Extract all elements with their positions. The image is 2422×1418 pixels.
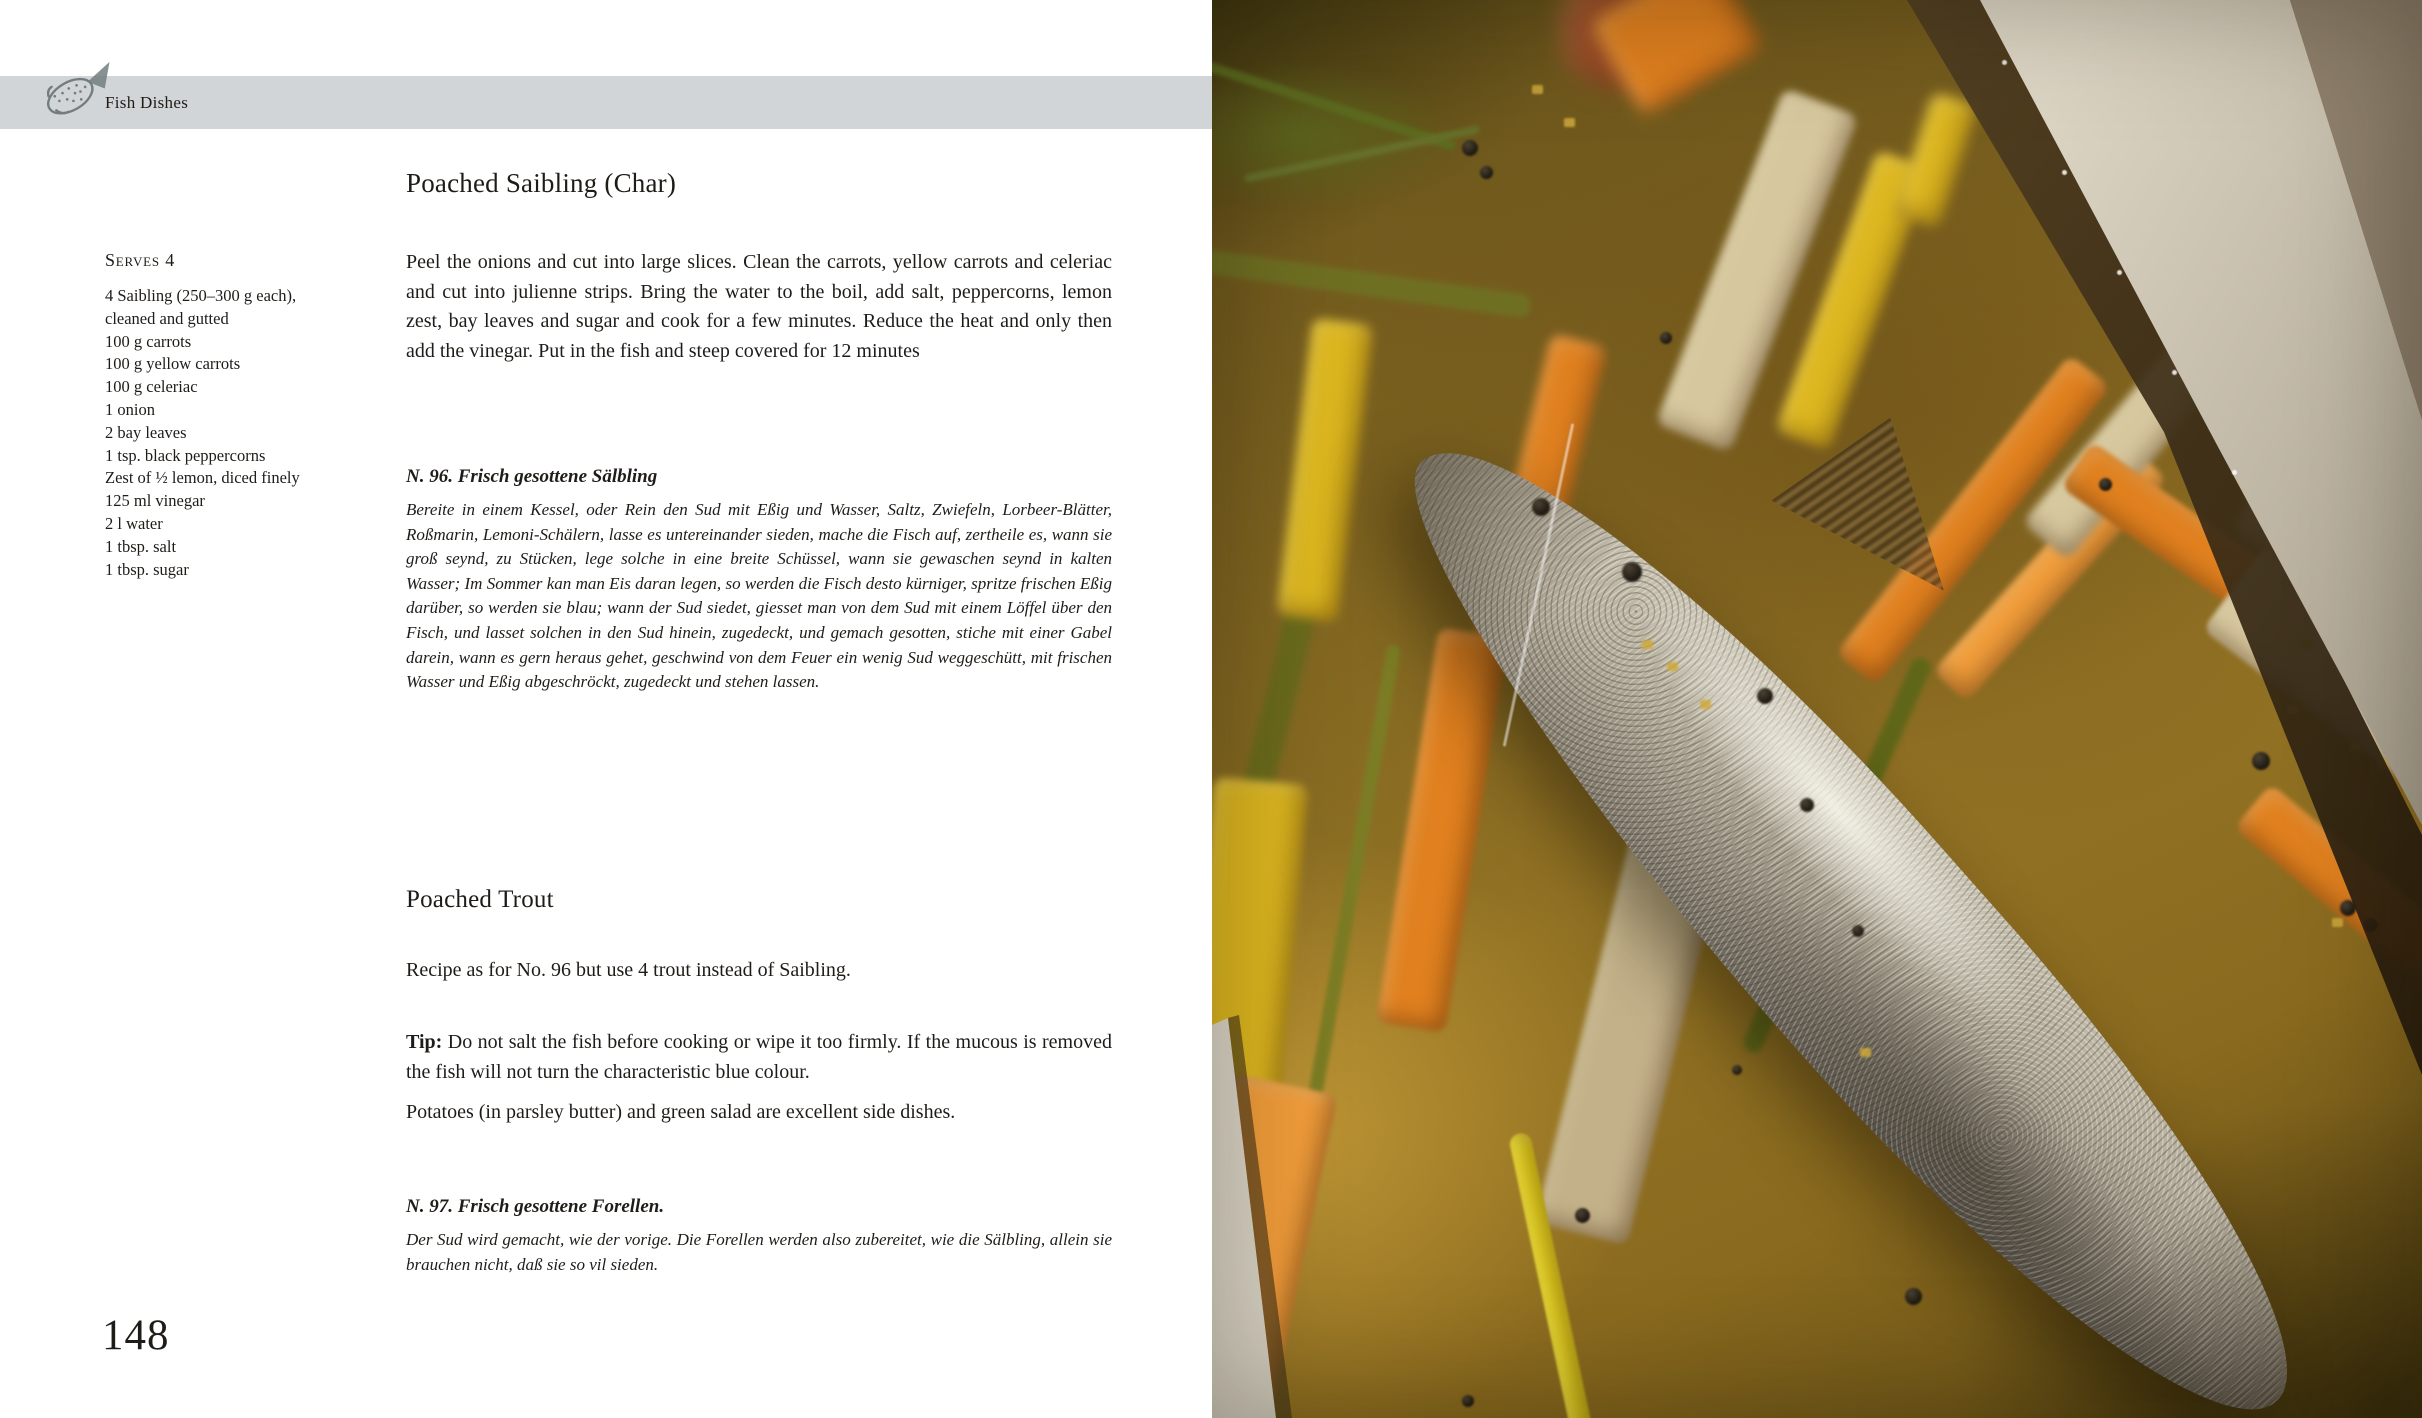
lemon-zest xyxy=(2332,918,2343,927)
peppercorn xyxy=(1575,1208,1590,1223)
lemon-zest xyxy=(1532,85,1543,94)
tip-text: Do not salt the fish before cooking or wipe it too firmly. If the mucous is removed the fish will not turn the characteristic blue colour. xyxy=(406,1031,1112,1083)
ingredient-line: 2 l water xyxy=(105,513,163,533)
recipe2-tip xyxy=(406,1028,1112,1087)
ingredient-line: cleaned and gutted xyxy=(105,308,229,328)
peppercorn xyxy=(1852,925,1864,937)
herb-stem xyxy=(1212,249,1532,319)
ingredient-line: 1 tsp. black peppercorns xyxy=(105,445,266,465)
peppercorn xyxy=(1732,1065,1742,1075)
recipe2-title: Poached Trout xyxy=(406,886,554,913)
recipe2-intro: Recipe as for No. 96 but use 4 trout instead of Saibling. xyxy=(406,959,851,981)
carrot-stick xyxy=(1589,0,1765,118)
peppercorn xyxy=(1800,798,1814,812)
lemon-zest xyxy=(1667,662,1678,671)
ingredient-line: 100 g celeriac xyxy=(105,377,198,397)
chapter-title: Fish Dishes xyxy=(105,93,189,112)
peppercorn xyxy=(1462,1395,1474,1407)
page-number: 148 xyxy=(102,1312,170,1359)
ingredient-line: 4 Saibling (250–300 g each), xyxy=(105,286,297,305)
recipe2-historical-text: Der Sud wird gemacht, wie der vorige. Die Forellen werden also zubereitet, wie die Sälbling, allein sie brauchen nicht, daß sie so vil sieden. xyxy=(406,1230,1112,1274)
recipe1-title: Poached Saibling (Char) xyxy=(406,168,677,198)
peppercorn xyxy=(1622,562,1642,582)
peppercorn xyxy=(1905,1288,1922,1305)
ingredient-line: 100 g yellow carrots xyxy=(105,354,241,374)
lemon-zest xyxy=(1642,640,1653,649)
peppercorn xyxy=(1480,166,1493,179)
ingredients-list xyxy=(105,285,367,581)
water-droplet xyxy=(2172,370,2177,375)
recipe1-instructions: Peel the onions and cut into large slices. Clean the carrots, yellow carrots and celeriac and cut into julienne strips. Bring the water to the boil, add salt, peppercorns, lemon zest, bay leaves and sugar and cook for a few minutes. Reduce the heat and only then add the vinegar. Put in the fish and steep covered for 12 minutes xyxy=(406,251,1112,362)
lemon-zest xyxy=(1860,1048,1871,1057)
recipe-photo xyxy=(1212,0,2422,1418)
peppercorn xyxy=(2099,478,2112,491)
fish-icon xyxy=(36,52,114,128)
recipe2-sides: Potatoes (in parsley butter) and green salad are excellent side dishes. xyxy=(406,1101,956,1123)
chapter-header-bar xyxy=(0,76,1212,129)
peppercorn xyxy=(1757,688,1773,704)
serves-label: Serves 4 xyxy=(105,250,176,270)
tip-label: Tip: xyxy=(406,1031,443,1053)
peppercorn xyxy=(1532,498,1550,516)
lemon-zest xyxy=(1700,700,1711,709)
ingredients-panel xyxy=(105,250,367,581)
ingredient-line: Zest of ½ lemon, diced finely xyxy=(105,468,300,488)
ingredient-line: 1 onion xyxy=(105,399,155,419)
peppercorn xyxy=(1462,140,1478,156)
carrot-stick xyxy=(1376,627,1508,1033)
lemon-zest xyxy=(1564,118,1575,127)
recipe1-historical-heading: N. 96. Frisch gesottene Sälbling xyxy=(406,466,658,487)
yellow-carrot-stick xyxy=(1276,317,1374,622)
water-droplet xyxy=(2232,470,2237,475)
ingredient-line: 2 bay leaves xyxy=(105,422,187,442)
ingredient-line: 1 tbsp. salt xyxy=(105,536,177,556)
water-droplet xyxy=(2062,170,2067,175)
peppercorn xyxy=(1660,332,1672,344)
ingredient-line: 100 g carrots xyxy=(105,331,192,351)
recipe1-historical-text: Bereite in einem Kessel, oder Rein den Sud mit Eßig und Wasser, Saltz, Zwiefeln, Lorbeer-Blätter, Roßmarin, Lemoni-Schälern, lasse es untereinander sieden, mache die Fisch auf, zertheile es, wann sie groß seynd, zu Stücken, lege solche in eine breite Schüssel, wann sie gewaschen seynd in kalten Wasser; Im Sommer kan man Eis daran legen, so werden die Fisch desto kürniger, spritze frischen Eßig darüber, so werden sie blau; wann der Sud siedet, giesset man von dem Sud mit einem Löffel über den Fisch, und lasset solchen in den Sud hinein, zugedeckt, und gemach gesotten, stiche mit einer Gabel darein, wann es gern heraus gehet, geschwind von dem Feuer ein wenig Sud weggeschütt, mit frischen Wasser und Eßig abgeschröckt, zugedeckt und stehen lassen. xyxy=(406,500,1112,692)
ingredient-line: 1 tbsp. sugar xyxy=(105,559,189,579)
peppercorn xyxy=(2252,752,2270,770)
water-droplet xyxy=(2002,60,2007,65)
ingredient-line: 125 ml vinegar xyxy=(105,491,205,511)
water-droplet xyxy=(2117,270,2122,275)
recipe2-historical-heading: N. 97. Frisch gesottene Forellen. xyxy=(406,1196,665,1217)
